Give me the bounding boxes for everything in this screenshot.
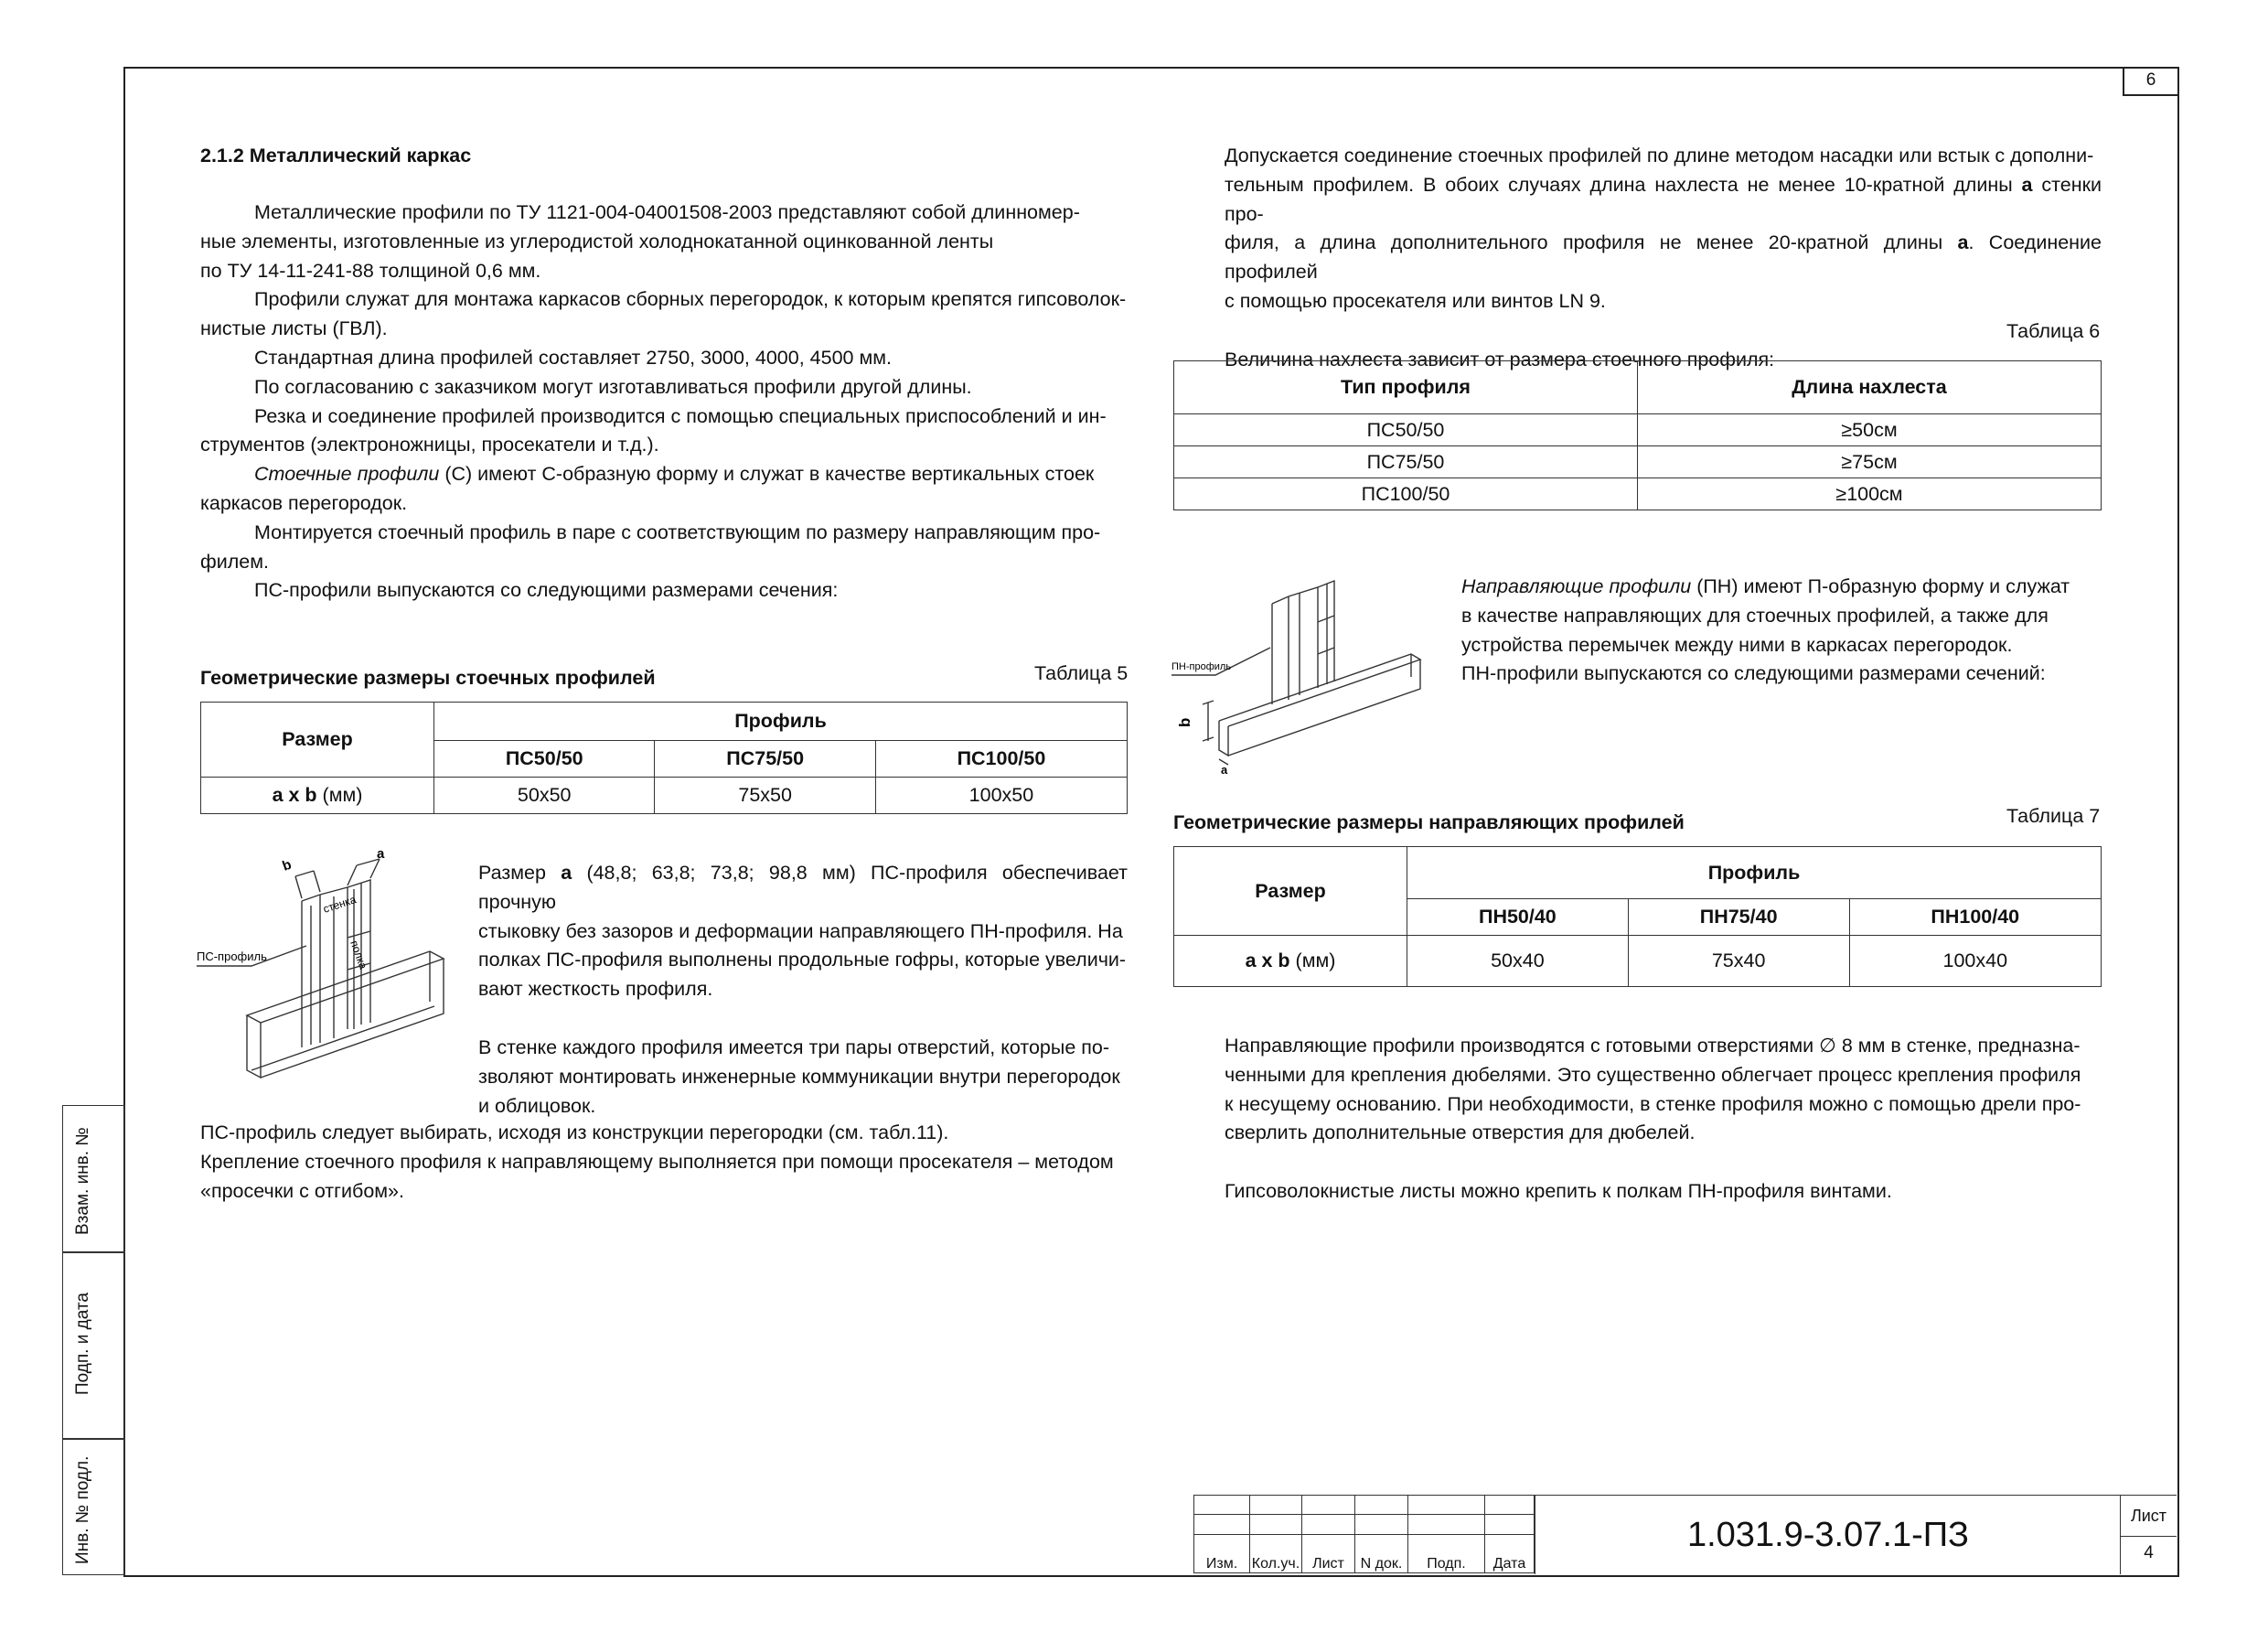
table6-cell: ПС100/50: [1174, 478, 1638, 510]
doc-number-cell: [1535, 1495, 2121, 1574]
ps-figure-text: [478, 859, 1128, 1121]
sheet-cell: [2120, 1495, 2177, 1574]
table5: [200, 702, 1128, 814]
table5-cell: 75x50: [655, 778, 875, 814]
table6-header-type: Тип профиля: [1174, 361, 1638, 414]
table6-label: Таблица 6: [2006, 320, 2101, 342]
rp6: Гипсоволокнистые листы можно крепить к полкам ПН-профиля винтами.: [1225, 1180, 1892, 1203]
ps-profile-drawing: [197, 851, 471, 1093]
p8: ПС-профили выпускаются со следующими размерами сечения:: [254, 579, 839, 602]
right-body-bottom: [1225, 1032, 2102, 1207]
section-heading: 2.1.2 Металлический каркас: [200, 145, 472, 166]
rp4: ПН-профили выпускаются со следующими размерами сечений:: [1461, 662, 2046, 685]
p3: Стандартная длина профилей составляет 2750, 3000, 4000, 4500 мм.: [254, 346, 892, 369]
table5-title: Геометрические размеры стоечных профилей: [200, 667, 656, 689]
pn-dim-a: a: [1221, 763, 1228, 777]
sheet-label: Лист: [2130, 1507, 2167, 1525]
rp5-line1: Направляющие профили производятся с готовыми отверстиями ∅ 8 мм в стенке, предназна-: [1225, 1035, 2081, 1057]
intro-line-3: по ТУ 14-11-241-88 толщиной 0,6 мм.: [200, 259, 541, 282]
table5-cell: 100x50: [875, 778, 1127, 814]
p6-line-2: каркасов перегородок.: [200, 491, 408, 514]
p5-line-1: Резка и соединение профилей производится с помощью специальных приспособлений и ин-: [254, 404, 1107, 427]
table5-profile-header: Профиль: [434, 703, 1128, 741]
p9: ПС-профиль следует выбирать, исходя из конструкции перегородки (см. табл.11).: [200, 1121, 949, 1143]
sheet-number: 4: [2144, 1543, 2154, 1562]
table5-cell: 50x50: [434, 778, 655, 814]
table5-label: Таблица 5: [1034, 662, 1129, 684]
rp5-line2: ченными для крепления дюбелями. Это существенно облегчает процесс крепления профиля: [1225, 1063, 2081, 1086]
side-label-podp-data: Подп. и дата: [73, 1293, 92, 1395]
top-page-number-box: [2123, 67, 2177, 96]
p6-line-1: [200, 460, 1128, 489]
fig-text1-line1: Размер a (48,8; 63,8; 73,8; 98,8 мм) ПС-профиля обеспечивает прочную: [478, 862, 1128, 913]
p2-line-2: нистые листы (ГВЛ).: [200, 317, 388, 340]
pn-profile-label: ПН-профиль: [1171, 661, 1232, 672]
side-label-vzam: Взам. инв. №: [73, 1127, 92, 1235]
table7-size-header: Размер: [1174, 847, 1407, 936]
rp1-line3: филя, а длина дополнительного профиля не менее 20-кратной длины a. Соединение профилей: [1225, 231, 2102, 284]
left-body-block: [200, 199, 1128, 606]
rev-col-list: Лист: [1302, 1534, 1355, 1573]
rev-col-kol: Кол.уч.: [1250, 1534, 1302, 1573]
rev-col-data: Дата: [1485, 1534, 1535, 1573]
table5-size-header: Размер: [201, 703, 434, 778]
rp1-line1: Допускается соединение стоечных профилей по длине методом насадки или встык с дополни-: [1225, 145, 2094, 166]
rp3-line2: в качестве направляющих для стоечных профилей, а также для: [1461, 604, 2049, 627]
intro-line-2: ные элементы, изготовленные из углеродистой холоднокатанной оцинкованной ленты: [200, 230, 994, 252]
side-cell-vzam: [62, 1105, 125, 1253]
side-label-inv-podl: Инв. № подл.: [73, 1455, 92, 1564]
table7-cell: 100x40: [1849, 936, 2101, 987]
table6-cell: ≥75см: [1638, 446, 2102, 478]
p10-line2: «просечки с отгибом».: [200, 1179, 404, 1202]
ps-dim-b: b: [280, 856, 294, 875]
rev-col-ndok: N док.: [1355, 1534, 1408, 1573]
table6-header-length: Длина нахлеста: [1638, 361, 2102, 414]
table7-label: Таблица 7: [2006, 805, 2101, 827]
p7-line-2: филем.: [200, 550, 269, 573]
revision-table: [1193, 1495, 1535, 1573]
rp2: Величина нахлеста зависит от размера стоечного профиля:: [1225, 348, 1775, 370]
table6: [1173, 360, 2102, 510]
rp5-line4: сверлить дополнительные отверстия для дюбелей.: [1225, 1121, 1696, 1144]
p10-line1: Крепление стоечного профиля к направляющему выполняется при помощи просекателя – методом: [200, 1150, 1114, 1173]
ps-wall-label: стенка: [321, 893, 358, 916]
rev-col-podp: Подп.: [1408, 1534, 1485, 1573]
table6-cell: ПС50/50: [1174, 414, 1638, 446]
intro-line-1: Металлические профили по ТУ 1121-004-04001508-2003 представляют собой длинномер-: [254, 201, 1080, 223]
fig-text1-line3: полках ПС-профиля выполнены продольные гофры, которые увеличи-: [478, 949, 1127, 971]
pn-figure-text: [1461, 573, 2102, 689]
p2-line-1: Профили служат для монтажа каркасов сборных перегородок, к которым крепятся гипсоволок-: [254, 288, 1127, 311]
fig-text1-line4: вают жесткость профиля.: [478, 978, 713, 1001]
rp1-line2: тельным профилем. В обоих случаях длина нахлеста не менее 10-кратной длины a стенки про-: [1225, 173, 2102, 225]
table6-cell: ПС75/50: [1174, 446, 1638, 478]
ps-profile-label: ПС-профиль: [197, 950, 267, 963]
fig-text1-line2: стыковку без зазоров и деформации направляющего ПН-профиля. На: [478, 919, 1123, 942]
table5-col-ps50: ПС50/50: [434, 741, 655, 778]
table7-col-pn75: ПН75/40: [1628, 899, 1849, 936]
p5-line-2: струментов (электроножницы, просекатели и т.д.).: [200, 434, 659, 456]
side-cell-podp-data: [62, 1251, 125, 1440]
table7-title: Геометрические размеры направляющих профилей: [1173, 811, 1685, 833]
right-body-top: [1225, 142, 2102, 375]
table7-cell: 50x40: [1407, 936, 1629, 987]
pn-profile-drawing: [1171, 567, 1428, 778]
fig-text2-line1: В стенке каждого профиля имеется три пары отверстий, которые по-: [478, 1035, 1110, 1058]
table6-cell: ≥50см: [1638, 414, 2102, 446]
rp1-line4: с помощью просекателя или винтов LN 9.: [1225, 289, 1606, 312]
p6-rest: (С) имеют С-образную форму и служат в качестве вертикальных стоек: [439, 463, 1095, 486]
table7-cell: 75x40: [1628, 936, 1849, 987]
rev-col-izm: Изм.: [1194, 1534, 1250, 1573]
table5-col-ps75: ПС75/50: [655, 741, 875, 778]
fig-text2-line3: и облицовок.: [478, 1094, 596, 1117]
doc-number: 1.031.9-3.07.1-ПЗ: [1686, 1516, 1969, 1554]
pn-dim-b: b: [1176, 717, 1193, 727]
ps-dim-a: a: [377, 851, 385, 862]
rp3-line1: Направляющие профили (ПН) имеют П-образную форму и служат: [1461, 575, 2070, 597]
fig-text2-line2: зволяют монтировать инженерные коммуникации внутри перегородок: [478, 1065, 1120, 1088]
left-footer-text: [200, 1119, 1128, 1206]
p7-line-1: Монтируется стоечный профиль в паре с соответствующим по размеру направляющим про-: [254, 520, 1101, 543]
table7-col-pn100: ПН100/40: [1849, 899, 2101, 936]
table7-profile-header: Профиль: [1407, 847, 2102, 899]
table5-row-label: a x b (мм): [201, 778, 434, 814]
table5-col-ps100: ПС100/50: [875, 741, 1127, 778]
p4: По согласованию с заказчиком могут изготавливаться профили другой длины.: [254, 375, 972, 398]
table7-row-label: a x b (мм): [1174, 936, 1407, 987]
rp3-line3: устройства перемычек между ними в каркасах перегородок.: [1461, 633, 2013, 656]
table6-cell: ≥100см: [1638, 478, 2102, 510]
ps-shelf-label: полка: [348, 939, 370, 971]
rp5-line3: к несущему основанию. При необходимости, в стенке профиля можно с помощью дрели про-: [1225, 1092, 2081, 1115]
p6-em: Стоечные профили: [254, 463, 440, 486]
top-page-number: 6: [2145, 70, 2156, 90]
table7-col-pn50: ПН50/40: [1407, 899, 1629, 936]
table7: [1173, 846, 2102, 987]
side-cell-inv-podl: [62, 1438, 125, 1575]
